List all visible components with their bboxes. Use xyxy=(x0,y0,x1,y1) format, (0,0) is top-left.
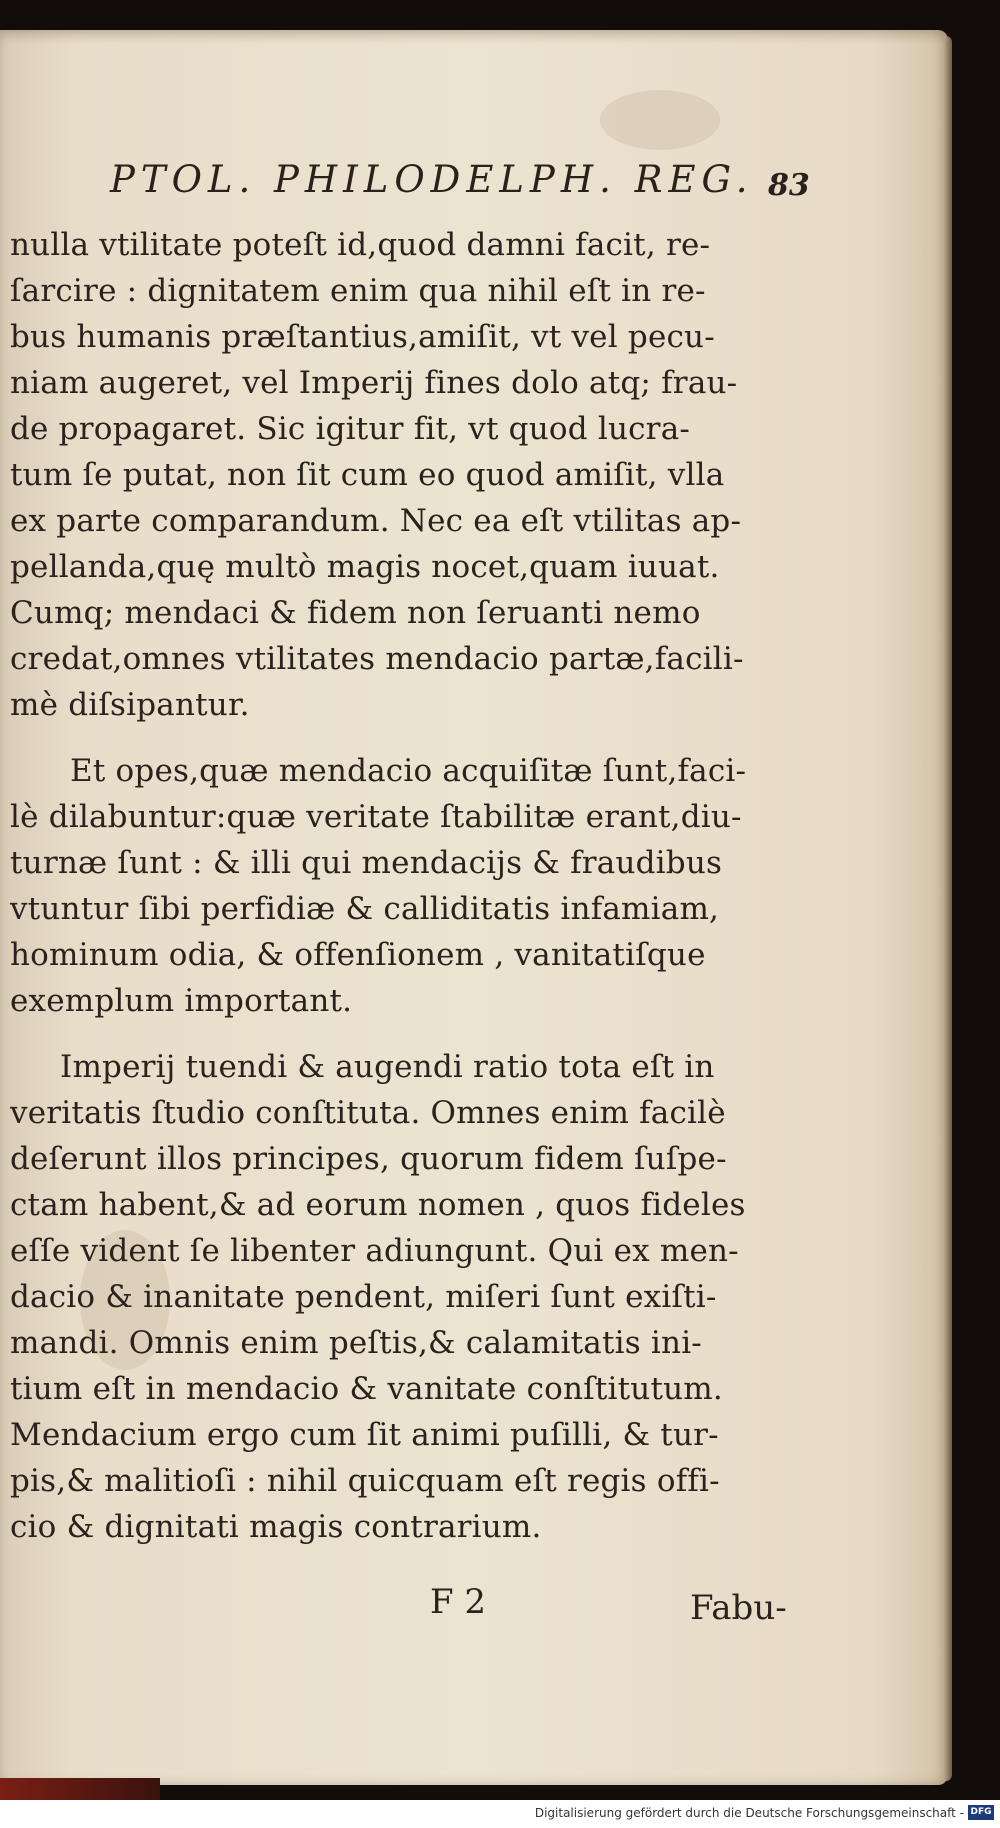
text-line: hominum odia, & offenſionem , vanitatiſque xyxy=(10,937,706,973)
text-line: cio & dignitati magis contrarium. xyxy=(10,1509,542,1545)
text-line: ex parte comparandum. Nec ea eſt vtilitas ap- xyxy=(10,503,742,539)
page-number: 83 xyxy=(768,168,810,203)
text-line: mandi. Omnis enim peſtis,& calamitatis ini- xyxy=(10,1325,702,1361)
text-line: nulla vtilitate poteſt id,quod damni facit, re- xyxy=(10,227,711,263)
text-line: pellanda,quę multò magis nocet,quam iuuat. xyxy=(10,549,720,585)
paragraph-2 xyxy=(10,748,802,1024)
text-line: credat,omnes vtilitates mendacio partæ,facili- xyxy=(10,641,744,677)
text-line: mè diſsipantur. xyxy=(10,687,250,723)
text-line: tium eſt in mendacio & vanitate conſtitutum. xyxy=(10,1371,723,1407)
text-line: Mendacium ergo cum ſit animi puſilli, & tur- xyxy=(10,1417,719,1453)
text-line: tum ſe putat, non ſit cum eo quod amiſit, vlla xyxy=(10,457,725,493)
page-body xyxy=(10,222,802,1550)
dfg-logo: DFG xyxy=(968,1805,994,1820)
funding-credit: Digitalisierung gefördert durch die Deutsche Forschungsgemeinschaft - xyxy=(534,1806,964,1820)
signature-mark: F 2 xyxy=(430,1582,487,1622)
text-line: pis,& malitioſi : nihil quicquam eſt regis offi- xyxy=(10,1463,720,1499)
paragraph-3 xyxy=(10,1044,802,1550)
running-title: PTOL. PHILODELPH. REG. xyxy=(110,158,754,201)
text-line: ctam habent,& ad eorum nomen , quos fideles xyxy=(10,1187,746,1223)
text-line: turnæ ſunt : & illi qui mendacijs & fraudibus xyxy=(10,845,723,881)
binding-edge xyxy=(0,1778,160,1800)
text-line: eſſe vident ſe libenter adiungunt. Qui ex men- xyxy=(10,1233,739,1269)
text-line: bus humanis præſtantius,amiſit, vt vel pecu- xyxy=(10,319,715,355)
text-line: Et opes,quæ mendacio acquiſitæ ſunt,faci- xyxy=(70,753,747,789)
page-edge xyxy=(944,36,952,1781)
text-line: Cumq; mendaci & fidem non ſeruanti nemo xyxy=(10,595,701,631)
text-line: Imperij tuendi & augendi ratio tota eſt in xyxy=(60,1049,715,1085)
text-line: veritatis ſtudio conſtituta. Omnes enim facilè xyxy=(10,1095,726,1131)
text-line: ſarcire : dignitatem enim qua nihil eſt in re- xyxy=(10,273,706,309)
text-line: dacio & inanitate pendent, miſeri ſunt exiſti- xyxy=(10,1279,717,1315)
text-line: vtuntur ſibi perfidiæ & calliditatis infamiam, xyxy=(10,891,720,927)
text-line: lè dilabuntur:quæ veritate ſtabilitæ erant,diu- xyxy=(10,799,742,835)
paper-stain xyxy=(600,90,720,150)
text-line: exemplum important. xyxy=(10,983,353,1019)
text-line: deſerunt illos principes, quorum fidem ſuſpe- xyxy=(10,1141,727,1177)
catchword: Fabu- xyxy=(690,1588,787,1628)
text-line: de propagaret. Sic igitur fit, vt quod lucra- xyxy=(10,411,691,447)
paragraph-1 xyxy=(10,222,802,728)
text-line: niam augeret, vel Imperij fines dolo atq; frau- xyxy=(10,365,738,401)
